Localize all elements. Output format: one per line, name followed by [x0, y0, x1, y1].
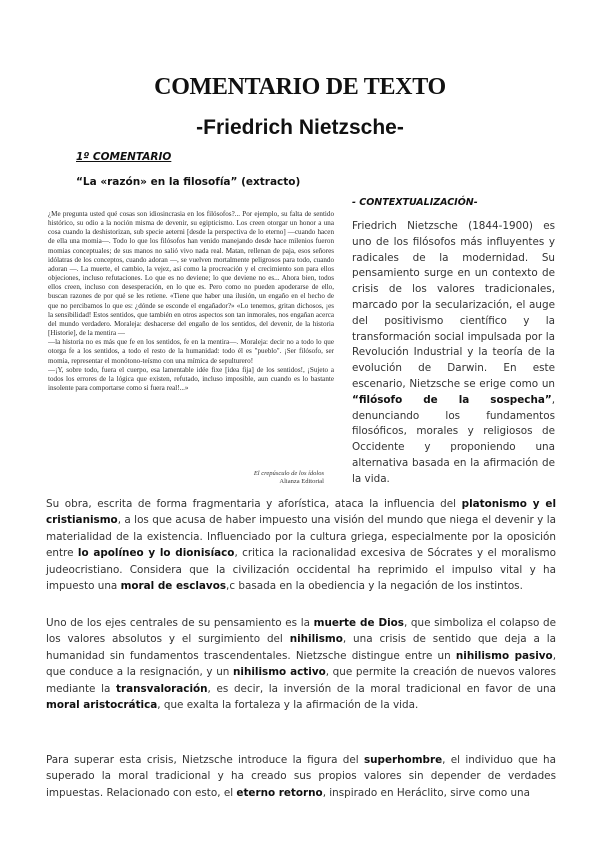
context-heading: - CONTEXTUALIZACIÓN- — [352, 197, 478, 208]
key-term: lo apolíneo y lo dionisíaco — [77, 547, 235, 560]
key-term: eterno retorno — [236, 786, 323, 799]
document-title: COMENTARIO DE TEXTO — [154, 74, 446, 100]
key-term: moral de esclavos — [120, 580, 227, 593]
key-term: muerte de Dios — [313, 617, 404, 629]
document-subtitle: -Friedrich Nietzsche- — [196, 116, 404, 139]
body-text: , que permite la creación de nuevos valores mediante la — [46, 666, 556, 695]
body-text: , el individuo que ha superado la moral tradicional y ha creado sus propios valores sin depender de verdades impuestas. Relacionado con esto, el — [46, 754, 556, 799]
key-term: superhombre — [363, 754, 443, 766]
context-highlight: “filósofo de la sospecha” — [352, 393, 552, 406]
scanned-excerpt — [46, 204, 336, 487]
body-text: Su obra, escrita de forma fragmentaria y aforística, ataca la influencia del — [46, 498, 462, 510]
citation-book: El crepúsculo de los ídolos — [253, 470, 324, 477]
body-paragraph-3 — [46, 752, 556, 801]
key-term: platonismo y el cristianismo — [46, 498, 557, 527]
key-term: nihilismo pasivo — [455, 649, 553, 662]
excerpt-paragraph: —la historia no es más que fe en los sentidos, fe en la mentira—. Moraleja: decir no a todo lo que otorga fe a los sentidos, a todo el resto de la humanidad: todo él es "pueblo". ¡Ser filósofo, ser momia, representar el monótono-teísmo con una mímica de sepulturero! — [48, 338, 334, 365]
key-term: transvaloración — [115, 682, 208, 695]
body-text: , que exalta la fortaleza y la afirmación de la vida. — [157, 699, 419, 712]
key-term: nihilismo — [289, 633, 343, 646]
body-paragraph-1 — [46, 496, 556, 594]
body-text: , critica la racionalidad excesiva de Sócrates y el moralismo judeocristiano. Considera que la civilización occidental ha reprimido el impulso vital y ha impuesto una — [46, 547, 557, 593]
body-text: , a los que acusa de haber impuesto una visión del mundo que niega el devenir y la materialidad de la existencia. Influenciado por la cultura griega, especialmente por la oposición entre — [46, 514, 556, 560]
section-label: 1º COMENTARIO — [76, 151, 172, 163]
excerpt-body — [48, 210, 334, 468]
body-text: Para superar esta crisis, Nietzsche introduce la figura del — [46, 754, 364, 766]
body-text: , que simboliza el colapso de los valores absolutos y el surgimiento del — [46, 617, 556, 646]
key-term: moral aristocrática — [46, 699, 158, 712]
body-text: , es decir, la inversión de la moral tradicional en favor de una — [207, 682, 556, 695]
citation-publisher: Alianza Editorial — [279, 477, 324, 485]
excerpt-citation — [254, 470, 324, 485]
context-text: Friedrich Nietzsche (1844-1900) es uno de los filósofos más influyentes y radicales de la modernidad. Su pensamiento surge en un contexto de crisis de los valores tradicionales, marcado por la secularización, el auge del positivismo científico y la transformación social impulsada por la Revolución Industrial y la teoría de la evolución de Darwin. En este escenario, Nietzsche se erige como un — [352, 220, 555, 390]
body-text: , inspirado en Heráclito, sirve como una — [322, 786, 531, 799]
excerpt-title: “La «razón» en la filosofía” (extracto) — [76, 176, 301, 188]
excerpt-paragraph: ¿Me pregunta usted qué cosas son idiosincrasia en los filósofos?... Por ejemplo, su falta de sentido histórico, su odio a la noción misma de devenir, su egipticismo. Los creen otorgar un honor a una cosa cuando la deshistorizan, sub specie aeterni [desde la perspectiva de lo eterno] —cuando hacen de ella una momia—. Todo lo que los filósofos han venido manejando desde hace milenios fueron momias conceptuales; de sus manos no salió vivo nada real. Matan, rellenan de paja, esos señores idólatras de los conceptos, cuando adoran —, se vuelven mortalmente peligrosos para todo, cuando adoran —. La muerte, el cambio, la vejez, así como la procreación y el crecimiento son para ellos objeciones, incluso refutaciones. Lo que es no deviene; lo que deviene no es... Ahora bien, todos ellos creen, incluso con desesperación, en lo que es. Pero como no pueden apoderarse de ello, buscan razones de por qué se les retiene. «Tiene que haber una ilusión, un engaño en el hecho de que no percibamos lo que es: ¿dónde se esconde el engañador?» «Lo tenemos, gritan dichosos, ¡es la sensibilidad! Estos sentidos, que también en otros aspectos son tan inmorales, nos engañan acerca del mundo verdadero. Moraleja: deshacerse del engaño de los sentidos, del devenir, de la historia [Historie], de la mentira — — [48, 210, 334, 338]
body-text: Uno de los ejes centrales de su pensamiento es la — [46, 617, 314, 629]
body-text: ,c basada en la obediencia y la negación de los instintos. — [226, 580, 523, 593]
body-text: , una crisis de sentido que deja a la humanidad sin fundamentos trascendentales. Nietzsche distingue entre un — [46, 633, 556, 662]
context-paragraph — [352, 219, 555, 488]
context-text: , denunciando los fundamentos filosóficos, morales y religiosos de Occidente y proponiendo una alternativa basada en la afirmación de la vida. — [352, 393, 555, 485]
excerpt-paragraph: —¡Y, sobre todo, fuera el cuerpo, esa lamentable idée fixe [idea fija] de los sentidos!, ¡Sujeto a todos los errores de la lógica que existen, refutado, incluso imposible, aun cuando es lo bastante insolente para comportarse como si fuera real!...» — [48, 365, 334, 392]
body-text: , que conduce a la resignación, y un — [46, 649, 556, 679]
key-term: nihilismo activo — [233, 666, 326, 679]
body-paragraph-2 — [46, 615, 556, 713]
